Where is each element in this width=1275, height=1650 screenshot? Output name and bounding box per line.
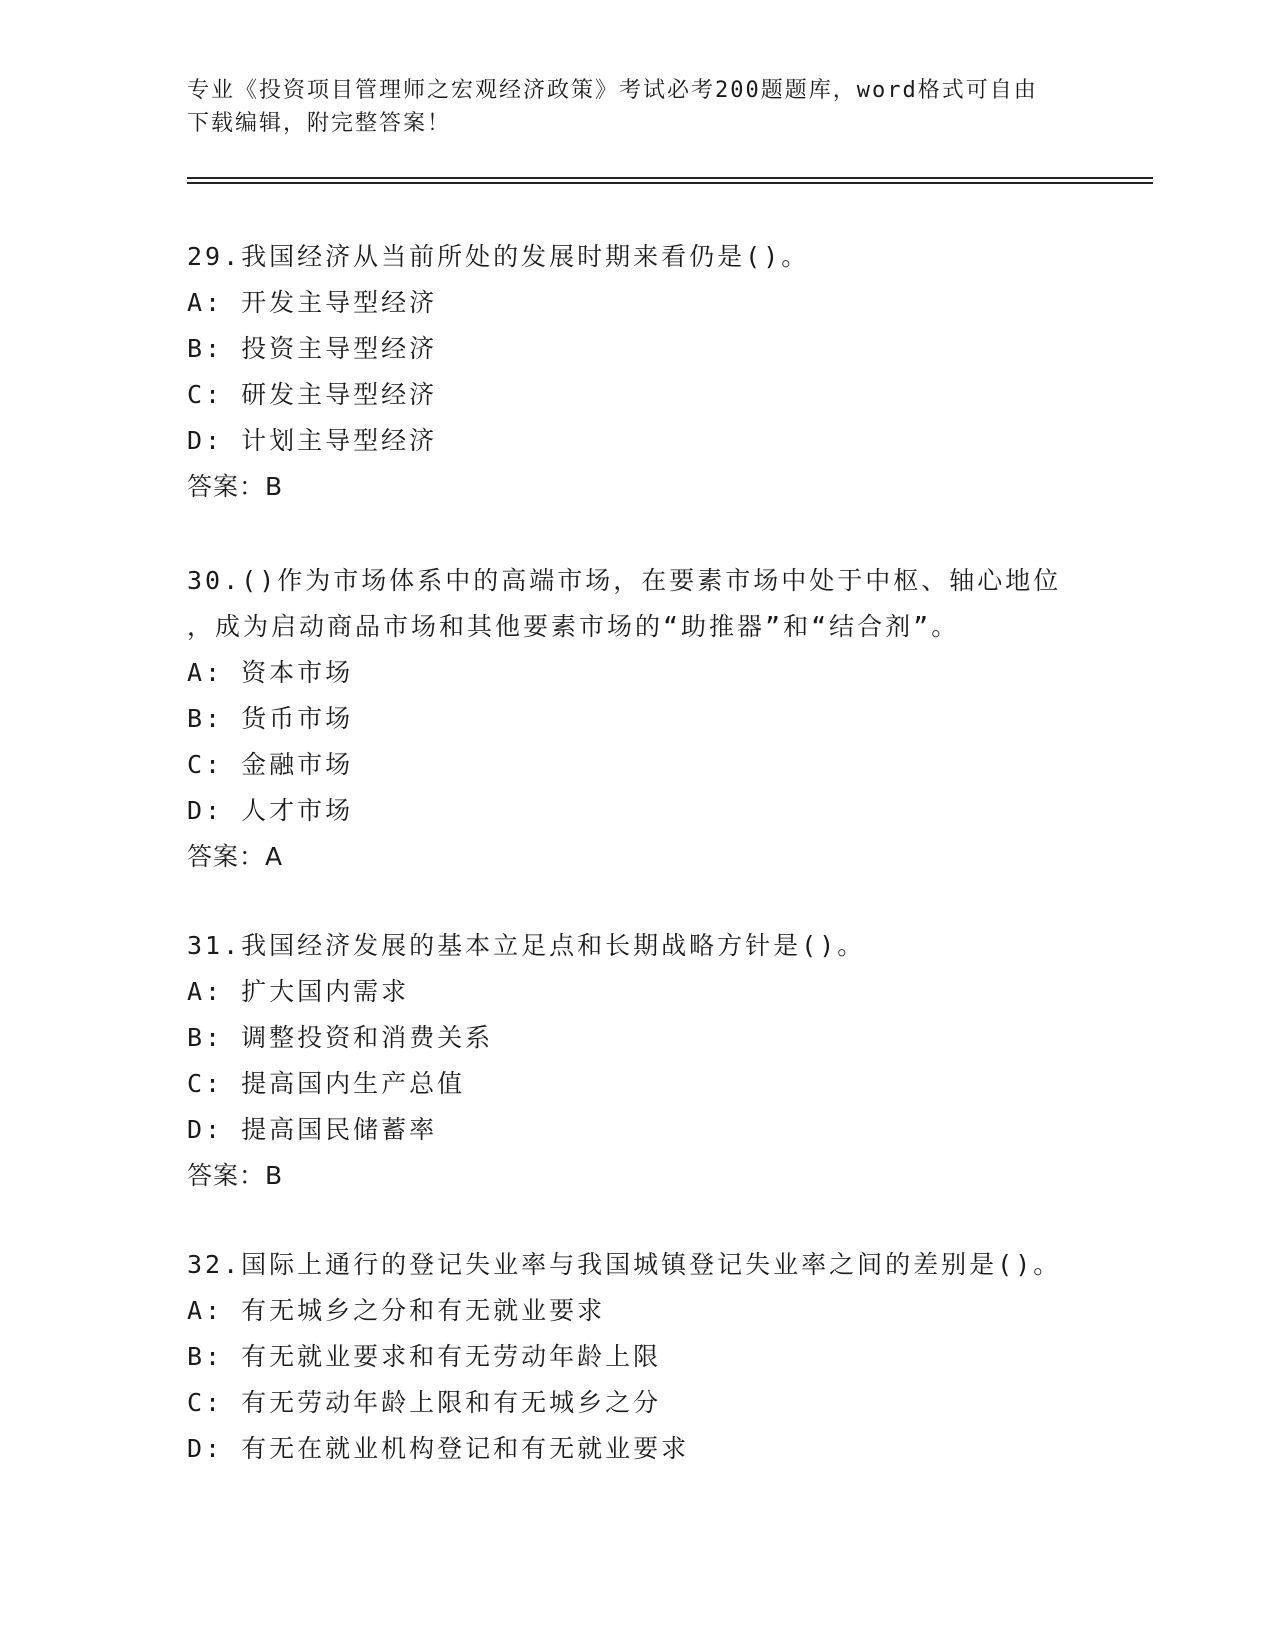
question-stem-continued: ，成为启动商品市场和其他要素市场的“助推器”和“结合剂”。 bbox=[187, 612, 960, 641]
option-a: A: 开发主导型经济 bbox=[187, 288, 438, 317]
header-divider-top bbox=[187, 177, 1153, 179]
answer: 答案：A bbox=[187, 842, 284, 871]
header-line-2: 下载编辑，附完整答案！ bbox=[187, 111, 452, 136]
option-d: D: 人才市场 bbox=[187, 796, 354, 825]
option-c: C: 提高国内生产总值 bbox=[187, 1069, 466, 1098]
question-stem: 32.国际上通行的登记失业率与我国城镇登记失业率之间的差别是()。 bbox=[187, 1250, 1062, 1279]
option-b: B: 货币市场 bbox=[187, 704, 354, 733]
option-d: D: 计划主导型经济 bbox=[187, 426, 438, 455]
option-b: B: 投资主导型经济 bbox=[187, 334, 438, 363]
question-29 bbox=[187, 234, 1087, 510]
header-divider-bottom bbox=[187, 182, 1153, 184]
question-stem: 31.我国经济发展的基本立足点和长期战略方针是()。 bbox=[187, 931, 866, 960]
answer: 答案：B bbox=[187, 472, 284, 501]
header-line-1: 专业《投资项目管理师之宏观经济政策》考试必考200题题库，word格式可自由 bbox=[187, 78, 1038, 103]
option-b: B: 调整投资和消费关系 bbox=[187, 1023, 494, 1052]
option-c: C: 金融市场 bbox=[187, 750, 354, 779]
question-30 bbox=[187, 558, 1087, 880]
option-a: A: 资本市场 bbox=[187, 658, 354, 687]
option-c: C: 研发主导型经济 bbox=[187, 380, 438, 409]
question-32 bbox=[187, 1242, 1087, 1472]
option-c: C: 有无劳动年龄上限和有无城乡之分 bbox=[187, 1388, 662, 1417]
option-d: D: 有无在就业机构登记和有无就业要求 bbox=[187, 1434, 690, 1463]
option-b: B: 有无就业要求和有无劳动年龄上限 bbox=[187, 1342, 662, 1371]
option-d: D: 提高国民储蓄率 bbox=[187, 1115, 438, 1144]
document-header bbox=[187, 74, 1067, 140]
question-stem: 30.()作为市场体系中的高端市场，在要素市场中处于中枢、轴心地位 bbox=[187, 566, 1062, 595]
option-a: A: 扩大国内需求 bbox=[187, 977, 410, 1006]
answer: 答案：B bbox=[187, 1161, 284, 1190]
question-31 bbox=[187, 923, 1087, 1199]
question-stem: 29.我国经济从当前所处的发展时期来看仍是()。 bbox=[187, 242, 810, 271]
option-a: A: 有无城乡之分和有无就业要求 bbox=[187, 1296, 606, 1325]
